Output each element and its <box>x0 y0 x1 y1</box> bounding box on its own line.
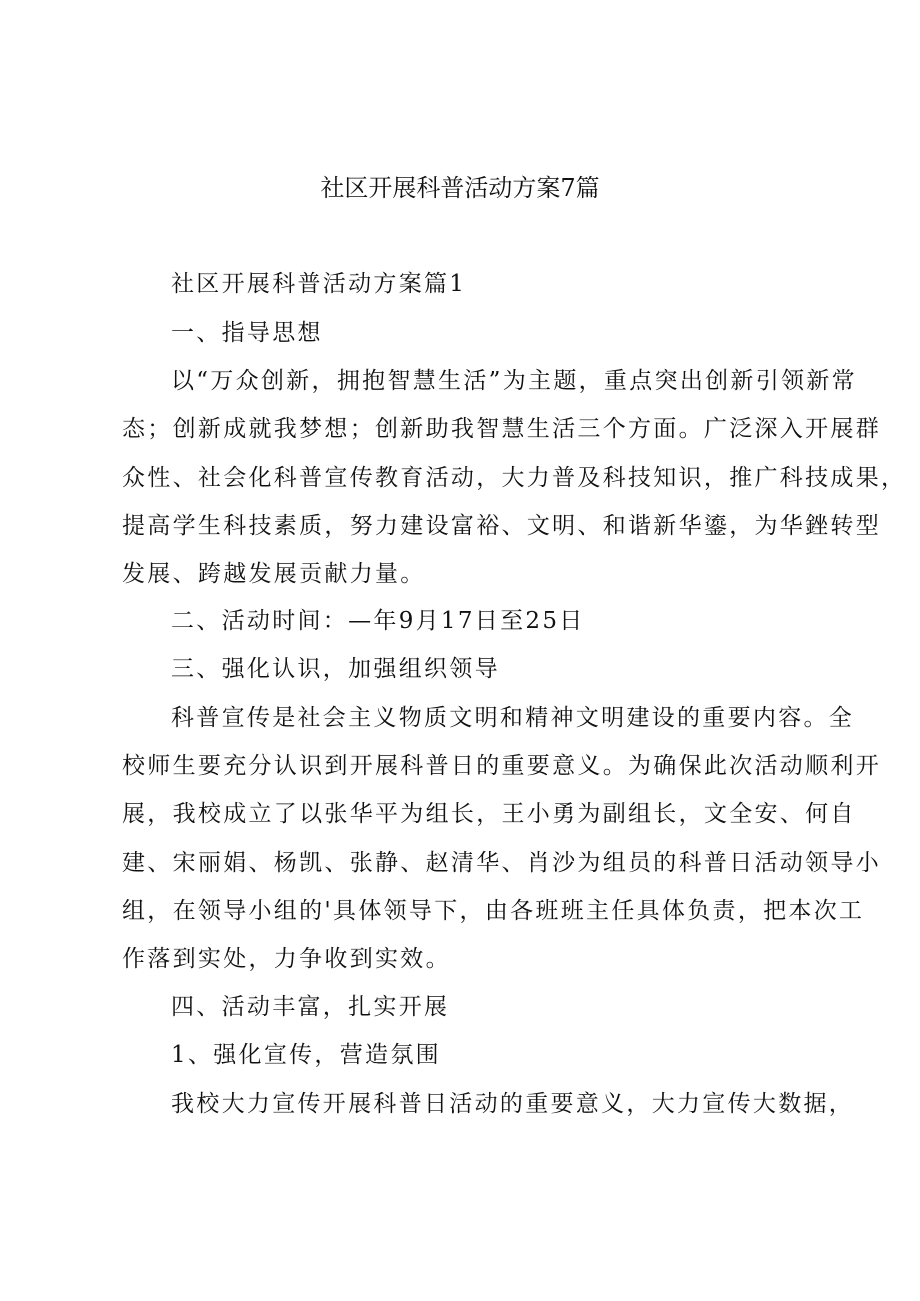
paragraph-line: 校师生要充分认识到开展科普日的重要意义。为确保此次活动顺利开 <box>122 753 881 779</box>
paragraph-line: 展，我校成立了以张华平为组长，王小勇为副组长，文全安、何自 <box>122 801 856 827</box>
paragraph-line: 发展、跨越发展贡献力量。 <box>122 561 426 587</box>
paragraph-line: 科普宣传是社会主义物质文明和精神文明建设的重要内容。全 <box>171 705 855 731</box>
paragraph-line: 作落到实处，力争收到实效。 <box>122 946 451 972</box>
paragraph-line: 建、宋丽娟、杨凯、张静、赵清华、肖沙为组员的科普日活动领导小 <box>122 850 881 876</box>
section-heading-activity-time: 二、活动时间：—年9月17日至25日 <box>171 608 585 634</box>
chapter-heading: 社区开展科普活动方案篇1 <box>171 271 467 297</box>
section-heading-activities: 四、活动丰富，扎实开展 <box>171 994 450 1020</box>
paragraph-line: 以“万众创新，拥抱智慧生活”为主题，重点突出创新引领新常 <box>171 368 857 394</box>
section-heading-strengthen-awareness: 三、强化认识，加强组织领导 <box>171 656 500 682</box>
paragraph-line: 我校大力宣传开展科普日活动的重要意义，大力宣传大数据， <box>171 1091 855 1117</box>
document-title: 社区开展科普活动方案7篇 <box>320 174 600 202</box>
paragraph-line: 组，在领导小组的'具体领导下，由各班班主任具体负责，把本次工 <box>122 898 865 924</box>
paragraph-line: 态；创新成就我梦想；创新助我智慧生活三个方面。广泛深入开展群 <box>122 416 881 442</box>
subsection-heading-publicity: 1、强化宣传，营造氛围 <box>171 1042 441 1068</box>
section-heading-guiding-thought: 一、指导思想 <box>171 320 323 346</box>
paragraph-line: 众性、社会化科普宣传教育活动，大力普及科技知识，推广科技成果， <box>122 465 907 491</box>
paragraph-line: 提高学生科技素质，努力建设富裕、文明、和谐新华鎏，为华銼转型 <box>122 513 881 539</box>
